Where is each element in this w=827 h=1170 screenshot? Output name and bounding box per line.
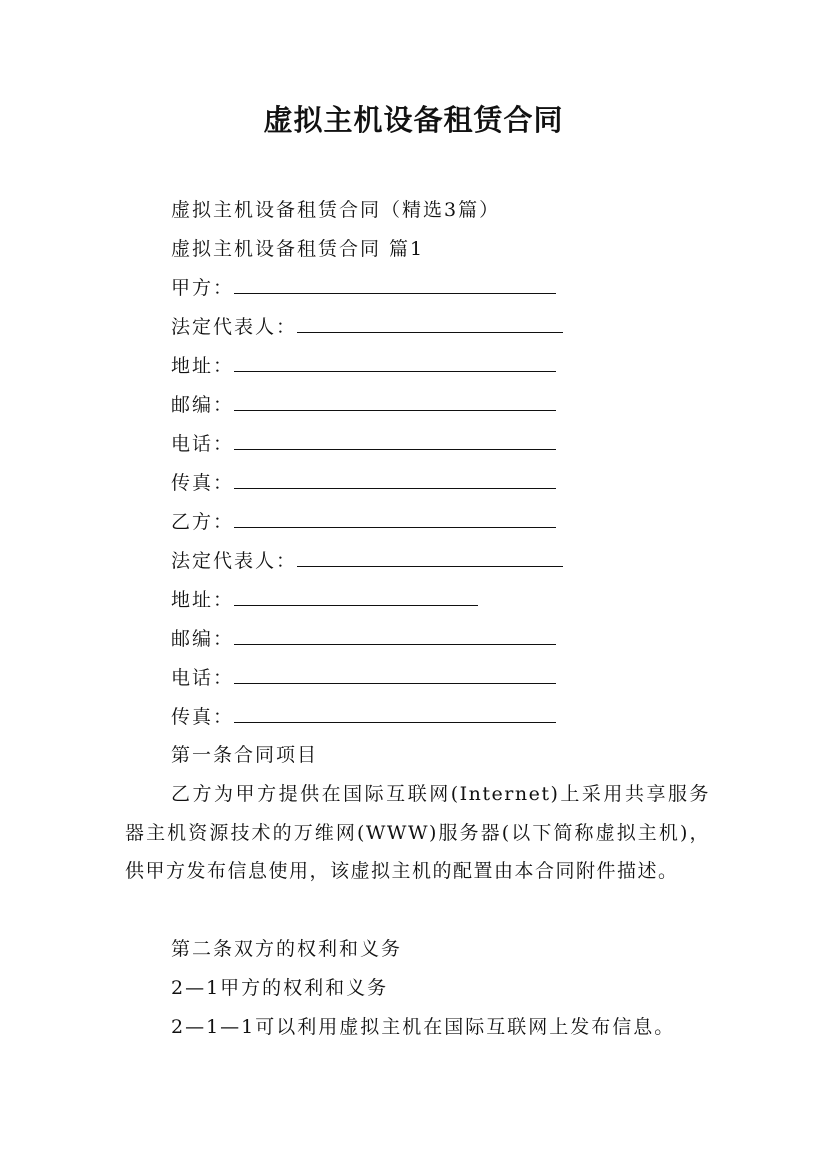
party-b-address-blank [234,587,478,606]
party-a-blank [234,275,556,294]
party-b-address-row [171,587,478,613]
party-a-fax-blank [234,470,556,489]
clause-2-1: 2—1甲方的权利和义务 [171,977,389,999]
clause-2-1-1: 2—1—1可以利用虚拟主机在国际互联网上发布信息。 [171,1016,676,1038]
party-a-address-label: 地址： [171,355,235,377]
party-b-blank [234,509,556,528]
party-b-legal-rep-blank [297,548,563,567]
party-a-label: 甲方： [171,277,235,299]
document-subtitle: 虚拟主机设备租赁合同（精选3篇） [171,199,501,221]
party-a-fax-row [171,470,556,496]
document-title: 虚拟主机设备租赁合同 [263,103,564,137]
party-a-phone-blank [234,431,556,450]
party-b-postcode-blank [234,626,556,645]
party-b-row [171,509,556,535]
party-a-postcode-label: 邮编： [171,394,235,416]
article-2-heading: 第二条双方的权利和义务 [171,938,403,960]
party-b-legal-rep-row [171,548,563,574]
article-1-heading: 第一条合同项目 [171,744,319,766]
party-a-legal-rep-label: 法定代表人： [171,316,298,338]
party-a-address-row [171,353,556,379]
party-b-postcode-row [171,626,556,652]
party-b-fax-row [171,704,556,730]
section-heading: 虚拟主机设备租赁合同 篇1 [171,238,425,260]
party-b-legal-rep-label: 法定代表人： [171,550,298,572]
party-a-legal-rep-blank [297,314,563,333]
party-a-postcode-blank [234,392,556,411]
party-b-label: 乙方： [171,511,235,533]
party-a-postcode-row [171,392,556,418]
party-b-phone-blank [234,665,556,684]
party-a-address-blank [234,353,556,372]
party-a-fax-label: 传真： [171,472,235,494]
article-1-body: 乙方为甲方提供在国际互联网(Internet)上采用共享服务器主机资源技术的万维网(WWW)服务器(以下简称虚拟主机)，供甲方发布信息使用，该虚拟主机的配置由本合同附件描述。 [125,783,710,883]
party-b-fax-blank [234,704,556,723]
party-b-phone-row [171,665,556,691]
party-a-legal-rep-row [171,314,563,340]
party-a-phone-row [171,431,556,457]
party-a-phone-label: 电话： [171,433,235,455]
party-b-address-label: 地址： [171,589,235,611]
party-a-row [171,275,556,301]
party-b-postcode-label: 邮编： [171,628,235,650]
party-b-phone-label: 电话： [171,667,235,689]
party-b-fax-label: 传真： [171,706,235,728]
